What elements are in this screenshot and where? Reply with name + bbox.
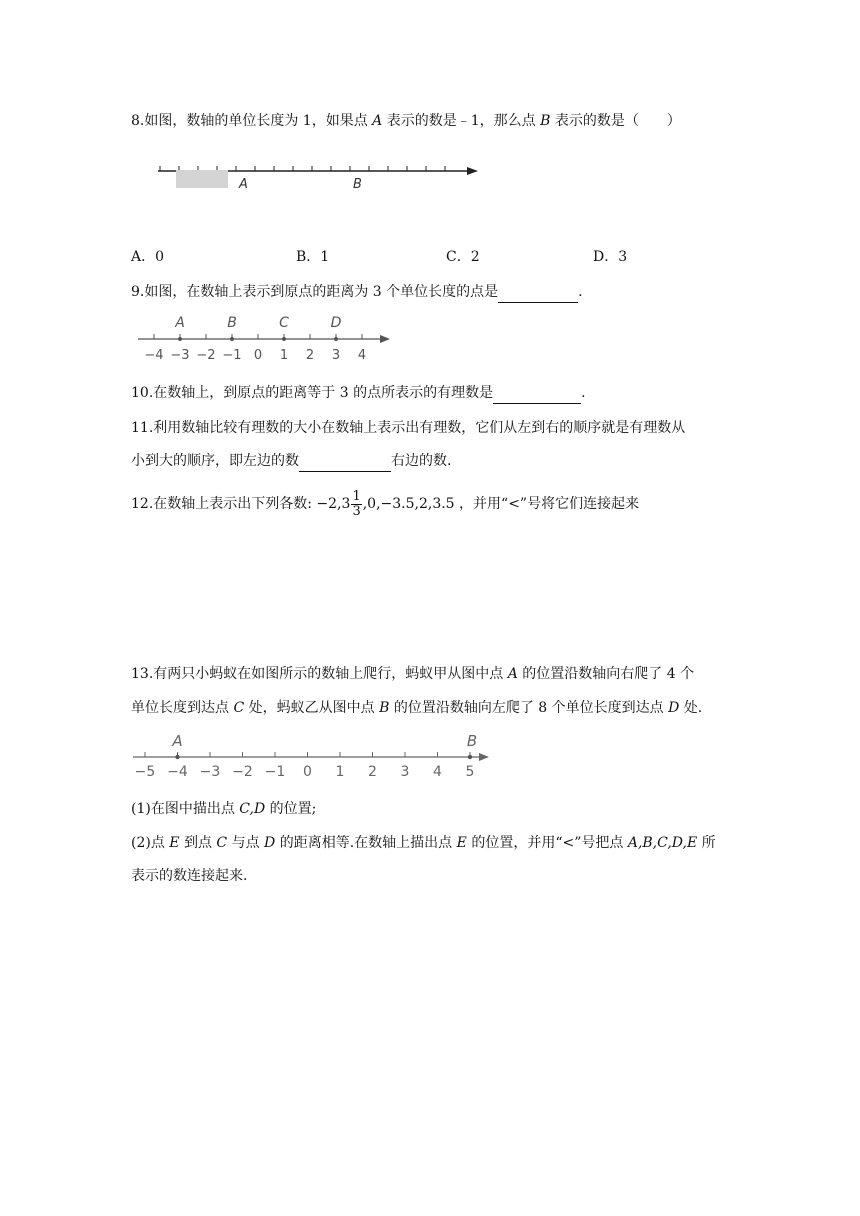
- q13-tick-label: −1: [264, 764, 286, 780]
- q9-text: 9.如图，在数轴上表示到原点的距离为 3 个单位长度的点是: [131, 284, 499, 300]
- question-13-line-1: [131, 664, 694, 684]
- q12-fraction-numerator: 1: [352, 488, 361, 504]
- q8-option-a: A．0: [131, 249, 165, 265]
- q13-text: 与点: [227, 835, 265, 851]
- q13-var: E: [169, 835, 180, 851]
- q9-text-end: .: [578, 284, 583, 300]
- q13-var: C: [216, 835, 228, 851]
- q8-text: 8.如图，数轴的单位长度为 1，如果点: [131, 113, 373, 129]
- q13-point-b: [468, 755, 472, 759]
- q9-tick-label: 0: [253, 348, 263, 363]
- q12-text: 12.在数轴上表示出下列各数: −2,3: [131, 496, 351, 512]
- q10-answer-blank: [493, 383, 581, 404]
- q9-tick-label: 1: [279, 348, 289, 363]
- q9-tick-label: 2: [305, 348, 315, 363]
- q13-number-line: [131, 731, 496, 783]
- q13-text: 13.有两只小蚂蚁在如图所示的数轴上爬行，蚂蚁甲从图中点: [131, 666, 508, 682]
- q8-smudge: [176, 170, 228, 188]
- q13-tick-label: 2: [368, 764, 377, 780]
- q9-label-a: A: [175, 315, 185, 331]
- q9-tick-label: −4: [144, 348, 164, 363]
- q13-text: 到点: [179, 835, 217, 851]
- q8-text: 表示的数是﹣1，那么点: [382, 113, 541, 129]
- question-11-line-1: 11.利用数轴比较有理数的大小在数轴上表示出有理数，它们从左到右的顺序就是有理数从: [131, 420, 686, 436]
- q8-var-a: A: [372, 113, 383, 129]
- question-10-stem: [131, 383, 586, 404]
- q9-tick-label: −1: [222, 348, 242, 363]
- q10-text: 10.在数轴上，到原点的距离等于 3 的点所表示的有理数是: [131, 385, 494, 401]
- q9-label-c: C: [279, 315, 289, 331]
- question-12-stem: [131, 486, 639, 522]
- q13-tick-label: 0: [303, 764, 312, 780]
- q13-text: 处.: [679, 700, 703, 716]
- q12-fraction-denominator: 3: [352, 503, 361, 519]
- q13-var: C: [233, 700, 245, 716]
- q13-tick-label: 3: [400, 764, 410, 780]
- q13-text: 所: [697, 835, 716, 851]
- q9-tick-label: −3: [170, 348, 190, 363]
- question-8-stem: [131, 111, 681, 131]
- q8-option-b: B．1: [296, 249, 330, 265]
- q9-answer-blank: [498, 282, 578, 303]
- q13-text: 的距离相等.在数轴上描出点: [275, 835, 457, 851]
- q8-text: 表示的数是（ ）: [550, 113, 681, 129]
- q9-arrowhead: [380, 335, 390, 343]
- q13-ticks: [145, 752, 470, 757]
- q12-text: ,0,−3.5,2,3.5 ，并用“<”号将它们连接起来: [362, 496, 640, 512]
- q11-answer-blank: [299, 451, 391, 472]
- q9-tick-label: 4: [357, 348, 367, 363]
- q10-text-end: .: [581, 385, 586, 401]
- question-13-line-2: [131, 698, 702, 718]
- q11-text: 右边的数.: [391, 453, 452, 469]
- question-11-line-2: [131, 451, 451, 472]
- q9-point-d: [334, 337, 338, 341]
- q13-label-a: A: [172, 732, 183, 750]
- q13-tick-label: −2: [232, 764, 253, 780]
- q8-arrowhead: [467, 167, 478, 175]
- q8-var-b: B: [540, 113, 551, 129]
- q9-label-d: D: [330, 315, 342, 331]
- q8-label-b: B: [353, 177, 362, 192]
- q13-var: E: [456, 835, 467, 851]
- q9-tick-label: −2: [196, 348, 216, 363]
- question-13-sub-1: [131, 799, 316, 819]
- q8-label-a: A: [239, 177, 248, 192]
- q13-text: 的位置;: [265, 801, 317, 817]
- q13-var: D: [668, 700, 680, 716]
- q13-tick-label: 4: [433, 764, 442, 780]
- q11-text: 小到大的顺序，即左边的数: [131, 453, 299, 469]
- q13-label-b: B: [466, 732, 478, 750]
- q8-option-d: D．3: [593, 249, 628, 265]
- q13-text: 的位置沿数轴向左爬了 8 个单位长度到达点: [389, 700, 669, 716]
- q13-var: B: [379, 700, 390, 716]
- question-13-sub-2-line-2: 表示的数连接起来.: [131, 868, 248, 884]
- q13-var: A,B,C,D,E: [627, 835, 698, 851]
- q8-option-c: C．2: [446, 249, 480, 265]
- q13-tick-label: −3: [199, 764, 221, 780]
- q9-point-c: [282, 337, 286, 341]
- q13-tick-label: −5: [134, 764, 156, 780]
- q13-var: A: [507, 666, 518, 682]
- q13-tick-label: −4: [167, 764, 188, 780]
- q13-var: C,D: [239, 801, 266, 817]
- question-9-stem: [131, 282, 583, 303]
- q9-point-a: [178, 337, 182, 341]
- q13-var: D: [264, 835, 276, 851]
- q8-number-line: [150, 158, 485, 198]
- q13-text: 的位置沿数轴向右爬了 4 个: [517, 666, 695, 682]
- q9-label-b: B: [227, 315, 237, 331]
- q13-text: 处，蚂蚁乙从图中点: [244, 700, 380, 716]
- q13-arrowhead: [479, 753, 489, 761]
- q13-text: 的位置，并用“<”号把点: [466, 835, 628, 851]
- q12-fraction: [351, 490, 361, 519]
- q9-tick-label: 3: [331, 348, 341, 363]
- q13-tick-label: 5: [465, 764, 475, 780]
- q9-number-line: [136, 311, 396, 367]
- q13-tick-label: 1: [335, 764, 345, 780]
- question-13-sub-2-line-1: [131, 833, 716, 853]
- q13-text: (1)在图中描出点: [131, 801, 240, 817]
- q13-text: (2)点: [131, 835, 170, 851]
- q13-text: 单位长度到达点: [131, 700, 234, 716]
- q13-point-a: [175, 755, 179, 759]
- q9-point-b: [230, 337, 234, 341]
- q9-ticks: [154, 334, 362, 339]
